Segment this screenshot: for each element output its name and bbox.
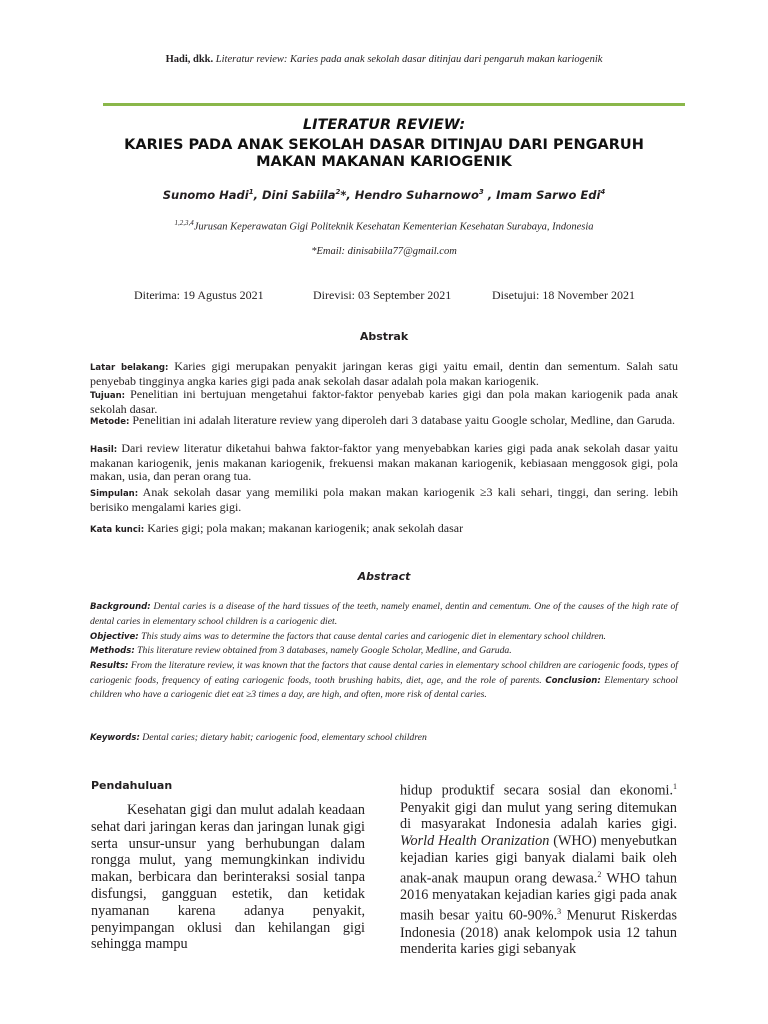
affiliation bbox=[0, 219, 768, 233]
intro-text: Menurut Riskerdas Indonesia (2018) anak kelompok usia 12 tahun menderita karies gigi sebanyak bbox=[400, 907, 677, 958]
date-accepted: Disetujui: 18 November 2021 bbox=[492, 288, 635, 302]
section-text: This literature review obtained from 3 databases, namely Google Scholar, Medline, and Garuda. bbox=[134, 645, 512, 656]
abstract-background bbox=[90, 600, 678, 628]
title-line-3: MAKAN MAKANAN KARIOGENIK bbox=[256, 154, 512, 170]
title-line-2: KARIES PADA ANAK SEKOLAH DASAR DITINJAU DARI PENGARUH bbox=[124, 137, 644, 153]
author-separator: , bbox=[253, 188, 262, 202]
section-text: Penelitian ini adalah literature review yang diperoleh dari 3 database yaitu Google scholar, Medline, dan Garuda. bbox=[129, 413, 676, 427]
keywords bbox=[90, 731, 678, 746]
author-separator: *, bbox=[340, 188, 355, 202]
citation-ref: 3 bbox=[557, 907, 562, 917]
author-superscript: 3 bbox=[478, 188, 484, 197]
intro-right-column bbox=[400, 779, 677, 958]
section-label: Conclusion: bbox=[545, 675, 601, 686]
date-revised: Direvisi: 03 September 2021 bbox=[313, 288, 452, 302]
section-text: Penelitian ini bertujuan mengetahui faktor-faktor penyebab karies gigi dan pola makan kariogenik pada anak sekolah dasar. bbox=[90, 387, 678, 416]
abstrak-background bbox=[90, 360, 678, 388]
author-superscript: 2 bbox=[335, 188, 341, 197]
author-name: Dini Sabiila bbox=[261, 188, 336, 202]
author-separator: , bbox=[483, 188, 497, 202]
author-name: Sunomo Hadi bbox=[162, 188, 249, 202]
author-superscript: 1 bbox=[248, 188, 254, 197]
header-divider bbox=[103, 103, 685, 106]
corresponding-email: *Email: dinisabiila77@gmail.com bbox=[311, 246, 457, 257]
date-received: Diterima: 19 Agustus 2021 bbox=[134, 288, 264, 302]
intro-text: WHO tahun 2016 menyatakan kejadian karies gigi pada anak masih besar yaitu 60-90%. bbox=[400, 870, 677, 924]
section-text: Karies gigi merupakan penyakit jaringan keras gigi yaitu email, dentin dan sementum. Salah satu penyebab tingginya angka karies gigi pada anak sekolah dasar adalah pola makan kariogenik. bbox=[90, 359, 679, 388]
keywords-label: Kata kunci: bbox=[90, 525, 145, 535]
section-text: Dental caries is a disease of the hard tissues of the teeth, namely enamel, dentin and cementum. One of the causes of the high rate of dental caries in elementary school children is a cariogenic diet. bbox=[90, 601, 678, 627]
abstract-results bbox=[90, 659, 678, 702]
section-heading: Pendahuluan bbox=[91, 779, 173, 792]
title-line-1: LITERATUR REVIEW: bbox=[302, 117, 466, 133]
abstrak-results bbox=[90, 442, 678, 483]
section-text: From the literature review, it was known that the factors that cause dental caries in elementary school children are cariogenic foods, types of cariogenic foods, frequency of eating cariogenic foods, tooth brushing habits, diet, age, and the role of parents. bbox=[90, 660, 678, 686]
section-label: Results: bbox=[90, 661, 129, 671]
section-label: Methods: bbox=[90, 646, 135, 656]
author-name: Hendro Suharnowo bbox=[354, 188, 479, 202]
section-text: Dari review literatur diketahui bahwa faktor-faktor yang menyebabkan karies gigi pada anak sekolah dasar yaitu makanan kariogenik, jenis makanan kariogenik, frekuensi makan makanan kariogenik, kebiasaan menggosok gigi, pola makan, usia, dan peran orang tua. bbox=[90, 441, 678, 483]
intro-text: (WHO) menyebutkan kejadian karies gigi banyak dialami baik oleh anak-anak maupun orang dewasa. bbox=[400, 833, 677, 887]
intro-text: hidup produktif secara sosial dan ekonomi. bbox=[400, 782, 673, 799]
kata-kunci bbox=[90, 522, 678, 537]
running-header bbox=[0, 54, 768, 65]
intro-left-column: Kesehatan gigi dan mulut adalah keadaan sehat dari jaringan keras dan jaringan lunak gigi serta unsur-unsur yang berhubungan dalam rongga mulut, yang memungkinkan individu makan, berbicara dan berinteraksi sosial tanpa disfungsi, gangguan estetik, dan ketidak nyamanan karena adanya penyakit, penyimpangan oklusi dan kehilangan gigi sehingga mampu bbox=[91, 802, 365, 953]
citation-ref: 2 bbox=[597, 869, 602, 879]
abstract-heading: Abstract bbox=[357, 570, 411, 583]
intro-italic-term: World Health Oranization bbox=[400, 833, 550, 850]
running-header-authors: Hadi, dkk. bbox=[165, 54, 214, 65]
citation-ref: 1 bbox=[673, 782, 677, 791]
abstract-methods bbox=[90, 644, 678, 659]
affiliation-superscript: 1,2,3,4 bbox=[174, 219, 194, 227]
abstract-objective bbox=[90, 630, 678, 645]
section-label: Latar belakang: bbox=[90, 363, 169, 373]
section-text: Anak sekolah dasar yang memiliki pola makan makan kariogenik ≥3 kali sehari, tinggi, dan sering. lebih berisiko mengalami karies gigi. bbox=[90, 485, 678, 514]
abstrak-objective bbox=[90, 388, 678, 416]
keywords-label: Keywords: bbox=[90, 733, 140, 743]
abstrak-conclusion bbox=[90, 486, 678, 514]
author-superscript: 4 bbox=[600, 188, 606, 197]
section-label: Hasil: bbox=[90, 445, 118, 455]
section-label: Objective: bbox=[90, 632, 139, 642]
section-label: Metode: bbox=[90, 417, 130, 427]
affiliation-text: Jurusan Keperawatan Gigi Politeknik Kesehatan Kementerian Kesehatan Surabaya, Indonesia bbox=[193, 221, 594, 233]
author-name: Imam Sarwo Edi bbox=[496, 188, 601, 202]
section-text: Elementary school children who have a cariogenic diet eat ≥3 times a day, are high, and often, more risk of dental caries. bbox=[90, 674, 678, 700]
running-header-text: Literatur review: Karies pada anak sekolah dasar ditinjau dari pengaruh makan kariogenik bbox=[215, 54, 603, 65]
section-text: This study aims was to determine the factors that cause dental caries and cariogenic diet in elementary school children. bbox=[138, 631, 606, 642]
intro-text: Penyakit gigi dan mulut yang sering ditemukan di masyarakat Indonesia adalah karies gigi. bbox=[400, 799, 677, 833]
keywords-text: Dental caries; dietary habit; cariogenic food, elementary school children bbox=[139, 732, 427, 743]
section-label: Background: bbox=[90, 602, 151, 612]
abstrak-methods bbox=[90, 414, 678, 429]
section-label: Simpulan: bbox=[90, 489, 139, 499]
keywords-text: Karies gigi; pola makan; makanan kariogenik; anak sekolah dasar bbox=[144, 521, 464, 535]
author-list bbox=[0, 188, 768, 202]
abstrak-heading: Abstrak bbox=[359, 330, 409, 343]
section-label: Tujuan: bbox=[90, 391, 126, 401]
